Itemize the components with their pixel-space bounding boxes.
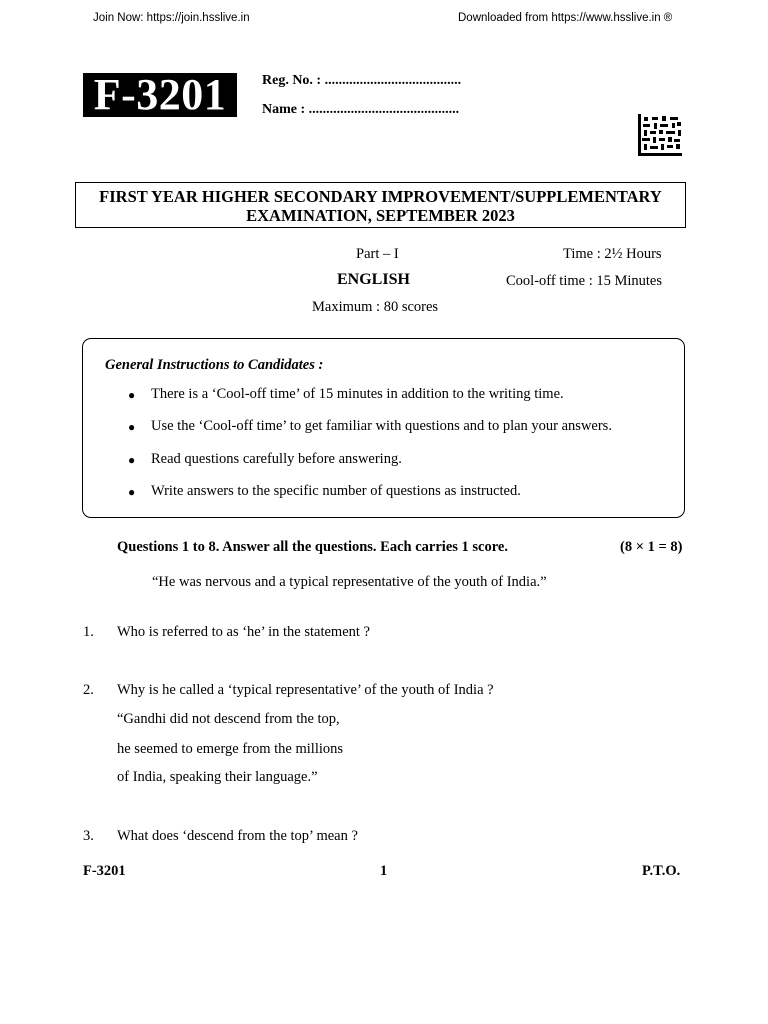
question-text: Who is referred to as ‘he’ in the statement ? — [117, 624, 370, 640]
instruction-item — [128, 418, 612, 436]
exam-title-line1: FIRST YEAR HIGHER SECONDARY IMPROVEMENT/SUPPLEMENTARY — [99, 187, 662, 206]
section-heading: Questions 1 to 8. Answer all the questions. Each carries 1 score. — [117, 539, 508, 555]
bullet-icon: ● — [128, 420, 136, 434]
instruction-text: Write answers to the specific number of questions as instructed. — [151, 483, 521, 499]
exam-title — [75, 182, 686, 228]
instruction-text: There is a ‘Cool-off time’ of 15 minutes in addition to the writing time. — [151, 386, 564, 402]
page-number: 1 — [380, 863, 388, 879]
section-marks: (8 × 1 = 8) — [620, 539, 683, 555]
bullet-icon: ● — [128, 485, 136, 499]
question-number: 1. — [83, 624, 94, 640]
cooloff-label: Cool-off time : 15 Minutes — [506, 273, 663, 289]
question-number: 2. — [83, 682, 94, 698]
name-field: Name : ........................................... — [262, 102, 460, 117]
time-label: Time : 2½ Hours — [563, 246, 662, 262]
quote-line: “Gandhi did not descend from the top, — [117, 711, 340, 727]
exam-title-line2: EXAMINATION, SEPTEMBER 2023 — [246, 206, 515, 225]
bullet-icon: ● — [128, 388, 136, 402]
pto-label: P.T.O. — [642, 863, 681, 879]
quote-line: of India, speaking their language.” — [117, 769, 318, 785]
question-text: What does ‘descend from the top’ mean ? — [117, 828, 358, 844]
footer-paper-code: F-3201 — [83, 863, 126, 879]
instruction-text: Read questions carefully before answering. — [151, 451, 402, 467]
question-number: 3. — [83, 828, 94, 844]
join-link[interactable]: Join Now: https://join.hsslive.in — [93, 12, 250, 24]
instructions-heading: General Instructions to Candidates : — [105, 357, 324, 373]
instruction-item — [128, 386, 564, 404]
quote-line: he seemed to emerge from the millions — [117, 741, 344, 757]
instruction-item — [128, 451, 402, 469]
paper-code-badge: F-3201 — [83, 73, 237, 117]
bullet-icon: ● — [128, 453, 136, 467]
subject-title: ENGLISH — [337, 271, 410, 288]
download-source-text: Downloaded from https://www.hsslive.in ® — [458, 12, 673, 24]
question-text: Why is he called a ‘typical representative’ of the youth of India ? — [117, 682, 494, 698]
qr-code-icon — [638, 114, 682, 156]
reg-no-field: Reg. No. : ....................................... — [262, 73, 462, 88]
part-label: Part – I — [356, 246, 399, 262]
instruction-item — [128, 483, 521, 501]
max-score-label: Maximum : 80 scores — [312, 299, 439, 315]
passage-quote: “He was nervous and a typical representative of the youth of India.” — [152, 574, 547, 590]
instruction-text: Use the ‘Cool-off time’ to get familiar with questions and to plan your answers. — [151, 418, 612, 434]
